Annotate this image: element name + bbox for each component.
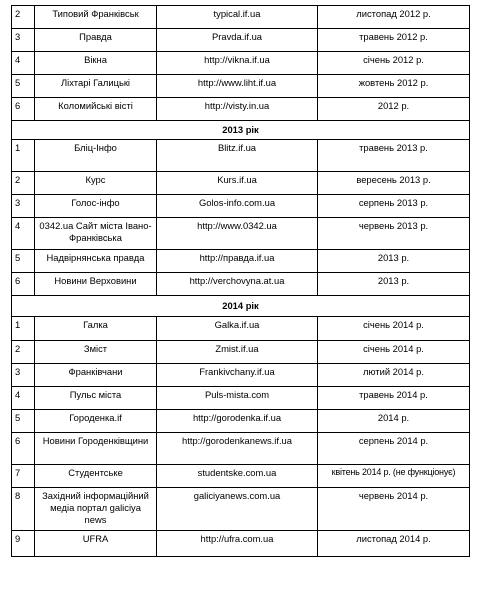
outlet-url: http://www.0342.ua: [157, 218, 318, 250]
launch-date: червень 2013 р.: [318, 218, 470, 250]
outlet-url: typical.if.ua: [157, 6, 318, 29]
row-number: 2: [12, 341, 35, 364]
row-number: 3: [12, 364, 35, 387]
table-row: [12, 317, 470, 341]
outlet-name: Новини Городенківщини: [35, 433, 157, 465]
table-row: [12, 52, 470, 75]
outlet-url: http://ufra.com.ua: [157, 531, 318, 557]
launch-date: листопад 2012 р.: [318, 6, 470, 29]
table-row: [12, 98, 470, 121]
table-row: [12, 218, 470, 250]
launch-date: січень 2014 р.: [318, 317, 470, 341]
launch-date: 2012 р.: [318, 98, 470, 121]
table-row: [12, 250, 470, 273]
table-row: [12, 488, 470, 531]
outlet-name: Типовий Франківськ: [35, 6, 157, 29]
table-row: [12, 364, 470, 387]
outlet-url: Frankivchany.if.ua: [157, 364, 318, 387]
launch-date: червень 2014 р.: [318, 488, 470, 531]
table-row: [12, 387, 470, 410]
row-number: 9: [12, 531, 35, 557]
table-row: [12, 195, 470, 218]
outlet-url: http://vikna.if.ua: [157, 52, 318, 75]
year-header: 2013 рік: [12, 121, 470, 140]
row-number: 8: [12, 488, 35, 531]
outlet-name: Голос-інфо: [35, 195, 157, 218]
media-table-body: [12, 6, 470, 557]
launch-date: травень 2014 р.: [318, 387, 470, 410]
launch-date: 2014 р.: [318, 410, 470, 433]
outlet-url: Pravda.if.ua: [157, 29, 318, 52]
row-number: 2: [12, 172, 35, 195]
outlet-url: http://правда.if.ua: [157, 250, 318, 273]
table-row: [12, 433, 470, 465]
table-row: [12, 410, 470, 433]
launch-date: квітень 2014 р. (не функціонує): [318, 465, 470, 488]
outlet-url: http://gorodenkanews.if.ua: [157, 433, 318, 465]
outlet-name: Західний інформаційний медіа портал galiciya news: [35, 488, 157, 531]
launch-date: 2013 р.: [318, 250, 470, 273]
table-row: [12, 531, 470, 557]
table-row: [12, 273, 470, 296]
row-number: 6: [12, 98, 35, 121]
table-row: [12, 140, 470, 172]
launch-date: вересень 2013 р.: [318, 172, 470, 195]
outlet-name: UFRA: [35, 531, 157, 557]
outlet-name: Ліхтарі Галицькі: [35, 75, 157, 98]
table-row: [12, 172, 470, 195]
row-number: 4: [12, 387, 35, 410]
table-row: [12, 465, 470, 488]
outlet-name: Зміст: [35, 341, 157, 364]
launch-date: листопад 2014 р.: [318, 531, 470, 557]
outlet-name: Правда: [35, 29, 157, 52]
outlet-name: Городенка.if: [35, 410, 157, 433]
launch-date: жовтень 2012 р.: [318, 75, 470, 98]
outlet-name: 0342.ua Сайт міста Івано-Франківська: [35, 218, 157, 250]
year-header-row: [12, 296, 470, 317]
launch-date: травень 2012 р.: [318, 29, 470, 52]
media-table: [11, 5, 470, 557]
outlet-name: Вікна: [35, 52, 157, 75]
outlet-name: Надвірнянська правда: [35, 250, 157, 273]
row-number: 4: [12, 52, 35, 75]
outlet-url: Golos-info.com.ua: [157, 195, 318, 218]
outlet-url: Kurs.if.ua: [157, 172, 318, 195]
launch-date: 2013 р.: [318, 273, 470, 296]
row-number: 2: [12, 6, 35, 29]
row-number: 5: [12, 410, 35, 433]
table-row: [12, 29, 470, 52]
launch-date: лютий 2014 р.: [318, 364, 470, 387]
row-number: 7: [12, 465, 35, 488]
outlet-url: galiciyanews.com.ua: [157, 488, 318, 531]
outlet-url: Blitz.if.ua: [157, 140, 318, 172]
row-number: 6: [12, 273, 35, 296]
table-row: [12, 6, 470, 29]
outlet-name: Новини Верховини: [35, 273, 157, 296]
table-row: [12, 341, 470, 364]
outlet-url: http://verchovyna.at.ua: [157, 273, 318, 296]
row-number: 3: [12, 29, 35, 52]
table-row: [12, 75, 470, 98]
row-number: 5: [12, 250, 35, 273]
launch-date: січень 2014 р.: [318, 341, 470, 364]
outlet-name: Студентське: [35, 465, 157, 488]
outlet-url: http://visty.in.ua: [157, 98, 318, 121]
row-number: 1: [12, 140, 35, 172]
outlet-name: Бліц-Інфо: [35, 140, 157, 172]
outlet-name: Коломийські вісті: [35, 98, 157, 121]
launch-date: серпень 2014 р.: [318, 433, 470, 465]
year-header: 2014 рік: [12, 296, 470, 317]
row-number: 6: [12, 433, 35, 465]
outlet-name: Курс: [35, 172, 157, 195]
launch-date: травень 2013 р.: [318, 140, 470, 172]
outlet-url: http://www.liht.if.ua: [157, 75, 318, 98]
row-number: 5: [12, 75, 35, 98]
launch-date: січень 2012 р.: [318, 52, 470, 75]
outlet-url: http://gorodenka.if.ua: [157, 410, 318, 433]
outlet-url: Puls-mista.com: [157, 387, 318, 410]
outlet-url: Galka.if.ua: [157, 317, 318, 341]
row-number: 4: [12, 218, 35, 250]
outlet-name: Пульс міста: [35, 387, 157, 410]
outlet-url: Zmist.if.ua: [157, 341, 318, 364]
outlet-name: Франківчани: [35, 364, 157, 387]
launch-date: серпень 2013 р.: [318, 195, 470, 218]
outlet-url: studentske.com.ua: [157, 465, 318, 488]
row-number: 1: [12, 317, 35, 341]
row-number: 3: [12, 195, 35, 218]
outlet-name: Галка: [35, 317, 157, 341]
year-header-row: [12, 121, 470, 140]
